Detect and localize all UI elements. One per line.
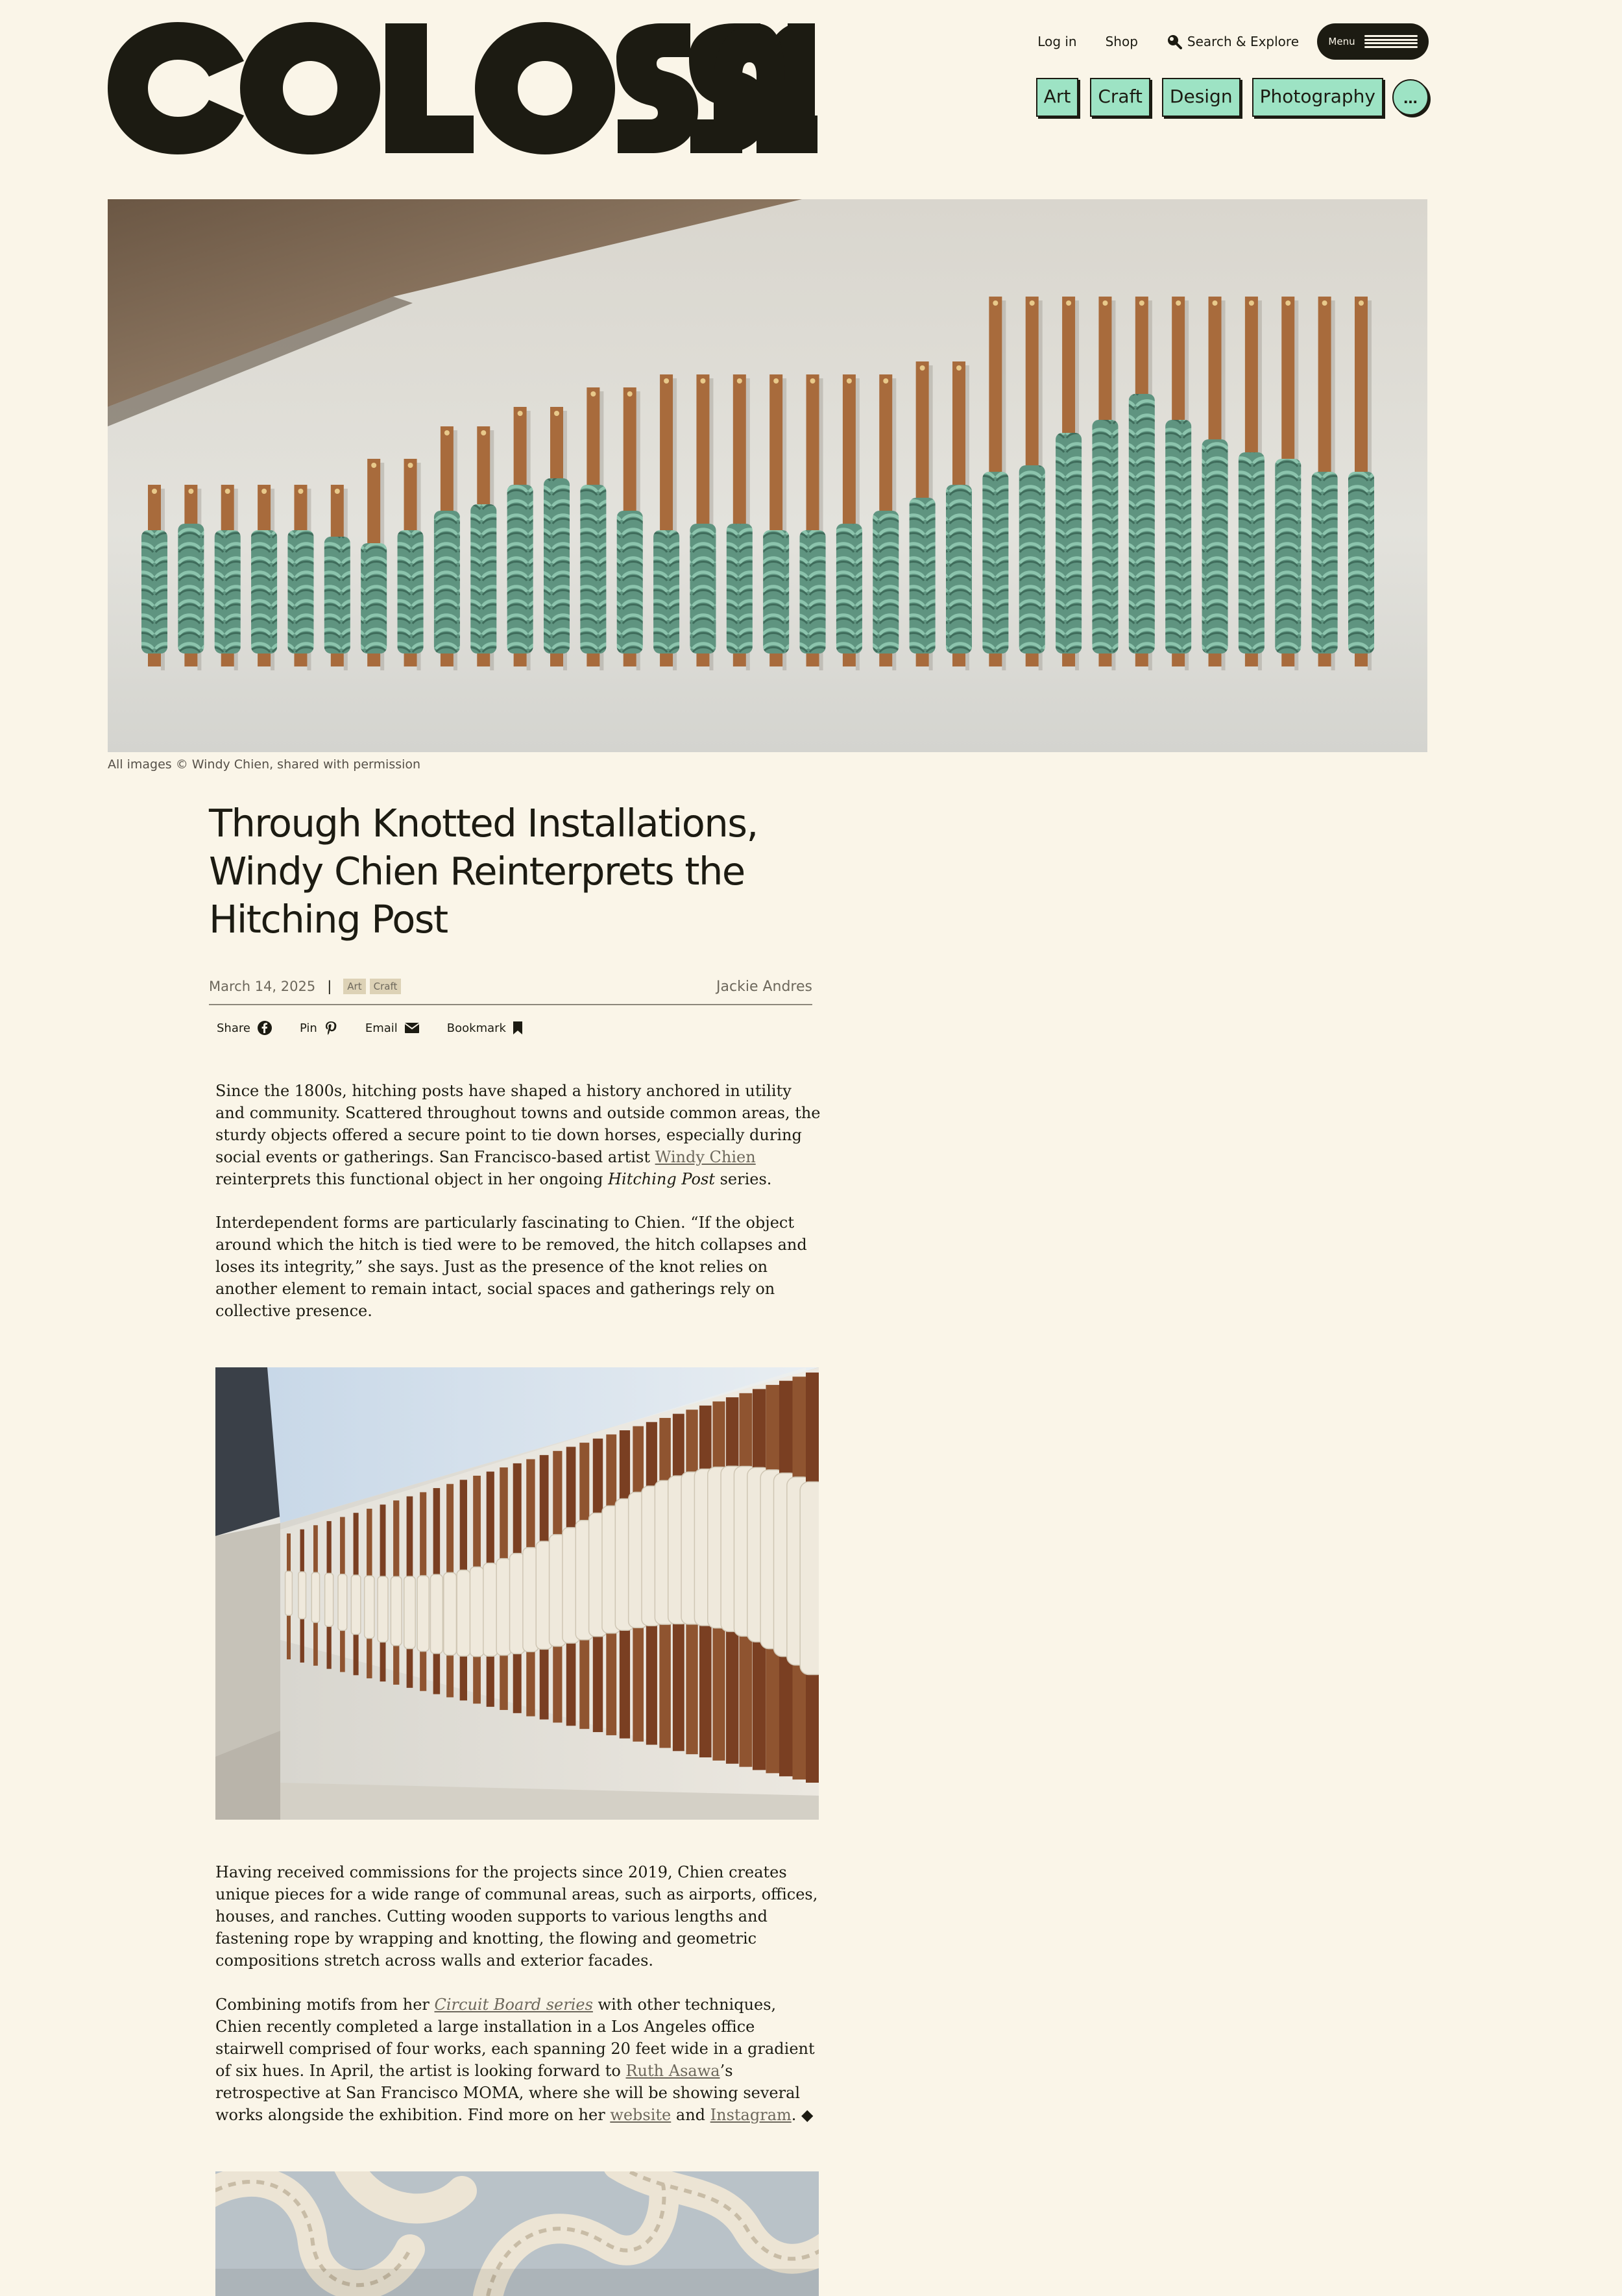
paragraph-4: Combining motifs from her Circuit Board series with other techniques, Chien recently completed a large installation in a Los Angeles office stairwell comprised of four works, each spanning 20 feet wide in a gradient of six hues. In April, the artist is looking forward to Ruth Asawa’s retrospective at San Francisco MOMA, where she will be showing several works alongside the exhibition. Find more on her website and Instagram. ◆ xyxy=(215,1996,815,2124)
paragraph-3: Having received commissions for the projects since 2019, Chien creates unique pieces for a wide range of communal areas, such as airports, offices, houses, and ranches. Cutting wooden supports to various lengths and fastening rope by wrapping and knotting, the flowing and geometric compositions stretch across walls and exterior facades. xyxy=(215,1863,818,1970)
tag-art[interactable]: Art xyxy=(343,979,365,994)
email-button[interactable] xyxy=(365,1021,420,1035)
menu-label: Menu xyxy=(1328,36,1355,47)
category-art[interactable]: Art xyxy=(1036,78,1079,117)
share-bar xyxy=(217,1020,550,1036)
instagram-link[interactable]: Instagram xyxy=(710,2106,792,2124)
search-explore-link[interactable] xyxy=(1167,34,1299,49)
article-author[interactable]: Jackie Andres xyxy=(716,978,812,995)
search-explore-label: Search & Explore xyxy=(1187,34,1299,49)
top-nav xyxy=(1009,23,1429,60)
paragraph-1: Since the 1800s, hitching posts have shaped a history anchored in utility and community. Scattered throughout towns and outside common areas, the sturdy objects offered a secure point to tie down horses, especially during social events or gatherings. San Francisco-based artist Windy Chien reinterprets this functional object in her ongoing Hitching Post series. xyxy=(215,1082,821,1188)
pin-label: Pin xyxy=(299,1021,317,1035)
category-nav xyxy=(1024,78,1429,117)
email-label: Email xyxy=(365,1021,398,1035)
paragraph-2: Interdependent forms are particularly fascinating to Chien. “If the object around which the hitch is tied were to be removed, the hitch collapses and loses its integrity,” she says. Just as the presence of the knot relies on another element to remain intact, social spaces and gatherings rely on collective presence. xyxy=(215,1214,807,1320)
email-icon xyxy=(404,1021,420,1034)
knot-closeup-image xyxy=(215,2171,819,2296)
website-link[interactable]: website xyxy=(610,2106,672,2124)
article-date: March 14, 2025 xyxy=(209,979,316,994)
circuit-board-link[interactable]: Circuit Board series xyxy=(434,1996,593,2014)
more-categories-button[interactable]: ... xyxy=(1392,79,1429,116)
facebook-icon xyxy=(257,1020,272,1036)
search-icon xyxy=(1167,34,1182,49)
bookmark-label: Bookmark xyxy=(446,1021,506,1035)
tag-craft[interactable]: Craft xyxy=(370,979,402,994)
installation-image-corridor xyxy=(215,1367,819,1820)
share-label: Share xyxy=(217,1021,250,1035)
menu-button[interactable] xyxy=(1317,23,1429,60)
share-button[interactable] xyxy=(217,1020,272,1036)
article-title: Through Knotted Installations, Windy Chien Reinterprets the Hitching Post xyxy=(209,801,758,942)
category-photography[interactable]: Photography xyxy=(1252,78,1383,117)
meta-divider xyxy=(209,1004,812,1005)
shop-link[interactable]: Shop xyxy=(1105,34,1138,49)
colossal-logo-tail xyxy=(714,18,817,158)
pin-button[interactable] xyxy=(300,1020,338,1036)
pinterest-icon xyxy=(324,1020,338,1036)
login-link[interactable]: Log in xyxy=(1037,34,1077,49)
category-craft[interactable]: Craft xyxy=(1090,78,1150,117)
category-design[interactable]: Design xyxy=(1162,78,1241,117)
ruth-asawa-link[interactable]: Ruth Asawa xyxy=(625,2062,720,2080)
meta-separator: | xyxy=(327,979,332,994)
bookmark-icon xyxy=(513,1021,523,1035)
hero-image xyxy=(108,199,1427,752)
hero-caption: All images © Windy Chien, shared with permission xyxy=(108,757,421,772)
article-meta xyxy=(209,973,812,999)
windy-chien-link[interactable]: Windy Chien xyxy=(655,1148,756,1166)
bookmark-button[interactable] xyxy=(447,1021,523,1035)
hamburger-icon xyxy=(1364,35,1418,48)
colossal-logo[interactable] xyxy=(106,18,820,158)
